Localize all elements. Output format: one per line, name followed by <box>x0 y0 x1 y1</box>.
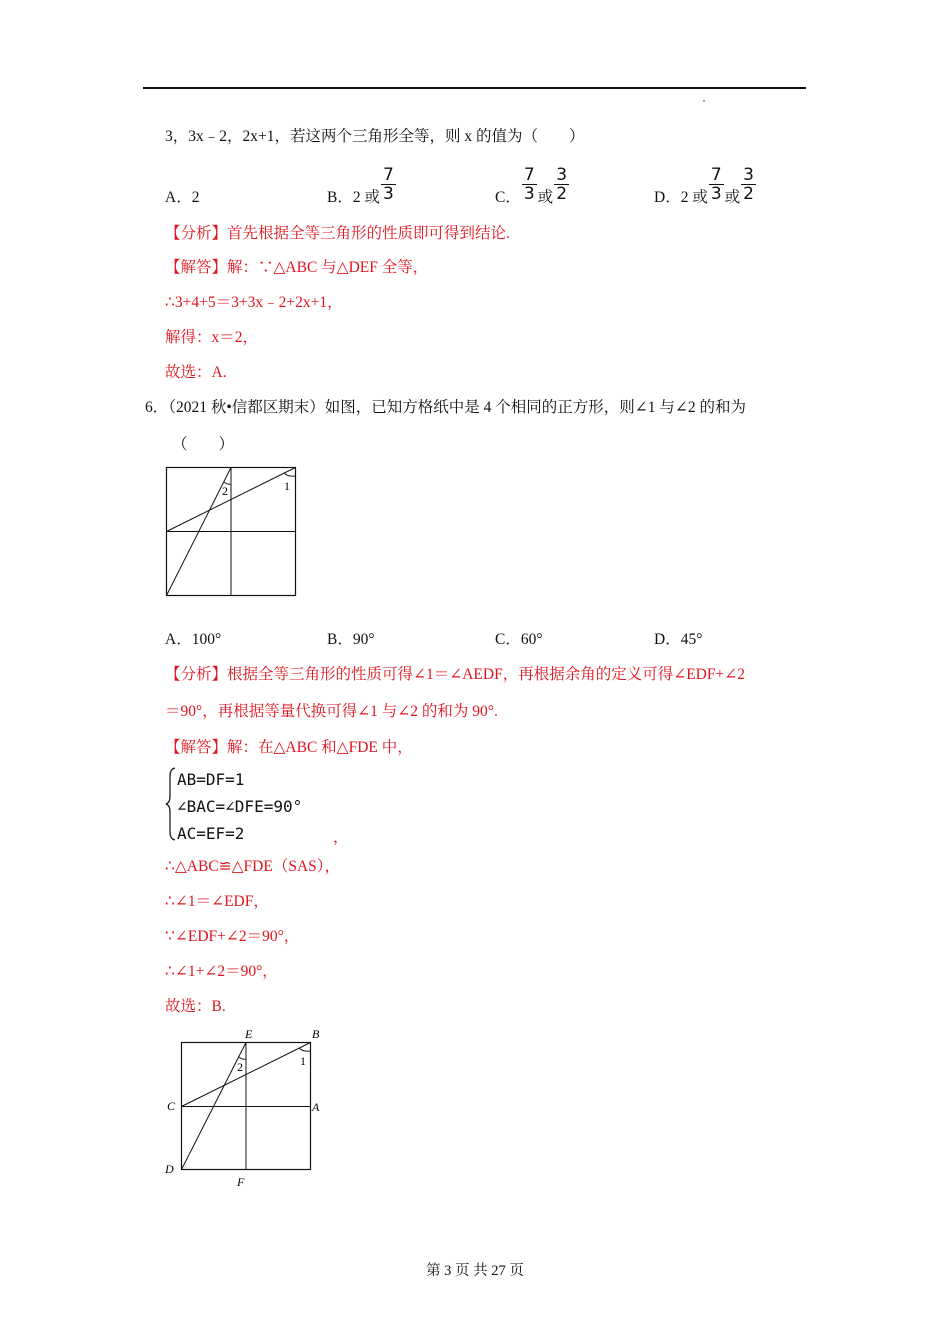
point-A-label: A <box>312 1100 320 1114</box>
q6-step4: ∴∠1+∠2＝90°， <box>165 963 278 980</box>
fraction: $\frac{3}{2}$ <box>743 164 754 204</box>
point-D-label: D <box>165 1162 174 1176</box>
q5-option-c: C． $\frac{7}{3}$ 或 $\frac{3}{2}$ <box>495 164 568 206</box>
q5-step1: ∴3+4+5＝3+3x﹣2+2x+1， <box>165 294 343 311</box>
angle-2-label: 2 <box>237 1060 243 1074</box>
q6-analysis-line2: ＝90°，再根据等量代换可得∠1 与∠2 的和为 90°. <box>165 703 498 720</box>
q5-answer-title: 【解答】解：∵△ABC 与△DEF 全等， <box>165 259 429 276</box>
header-dot <box>703 100 705 102</box>
left-brace <box>165 766 177 842</box>
q6-choice: 故选：B. <box>165 998 226 1015</box>
q6-step2: ∴∠1＝∠EDF， <box>165 893 269 910</box>
system-line-1: AB=DF=1 <box>177 770 245 789</box>
q6-answer-title: 【解答】解：在△ABC 和△FDE 中， <box>165 739 413 756</box>
q5-stem: 3，3x﹣2，2x+1，若这两个三角形全等，则 x 的值为（ ） <box>165 128 585 145</box>
fraction: $\frac{7}{3}$ <box>523 164 535 204</box>
q6-step1: ∴△ABC≌△FDE（SAS）， <box>165 858 341 875</box>
q6-option-c: C．60° <box>495 631 543 648</box>
fraction: $\frac{7}{3}$ <box>382 164 394 204</box>
q5-option-a: A．2 <box>165 189 200 206</box>
q6-stem-line1: 6．（2021 秋•信都区期末）如图，已知方格纸中是 4 个相同的正方形，则∠1 与∠2 的和为 <box>145 399 747 416</box>
q6-solution-figure <box>160 1022 335 1192</box>
q5-option-d: D．2 或 $\frac{7}{3}$ 或 $\frac{3}{2}$ <box>654 164 754 206</box>
point-B-label: B <box>312 1027 320 1041</box>
q6-option-a: A．100° <box>165 631 222 648</box>
q6-analysis-line1: 【分析】根据全等三角形的性质可得∠1＝∠AEDF，再根据余角的定义可得∠EDF+∠2 <box>165 666 745 683</box>
q6-step3: ∵∠EDF+∠2＝90°， <box>165 928 300 945</box>
header-rule <box>143 87 806 89</box>
system-tail: ， <box>333 829 349 846</box>
q6-stem-line2: （ ） <box>172 436 235 453</box>
q5-analysis: 【分析】首先根据全等三角形的性质即可得到结论. <box>165 225 510 242</box>
q5-choice: 故选：A. <box>165 364 227 381</box>
page-footer: 第 3 页 共 27 页 <box>426 1263 524 1279</box>
point-C-label: C <box>167 1099 176 1113</box>
system-line-3: AC=EF=2 <box>177 824 245 843</box>
point-F-label: F <box>237 1175 245 1189</box>
fraction: $\frac{7}{3}$ <box>710 164 722 204</box>
q6-figure-grid <box>160 462 305 602</box>
fraction: $\frac{3}{2}$ <box>556 164 568 204</box>
angle-2-label: 2 <box>222 484 228 498</box>
point-E-label: E <box>245 1027 253 1041</box>
q6-option-d: D．45° <box>654 631 703 648</box>
angle-1-label: 1 <box>284 479 290 493</box>
q5-option-b: B．2 或 $\frac{7}{3}$ <box>327 164 394 206</box>
q6-option-b: B．90° <box>327 631 375 648</box>
q5-step2: 解得：x＝2， <box>165 329 259 346</box>
angle-1-label: 1 <box>300 1054 306 1068</box>
system-line-2: ∠BAC=∠DFE=90° <box>177 797 303 816</box>
